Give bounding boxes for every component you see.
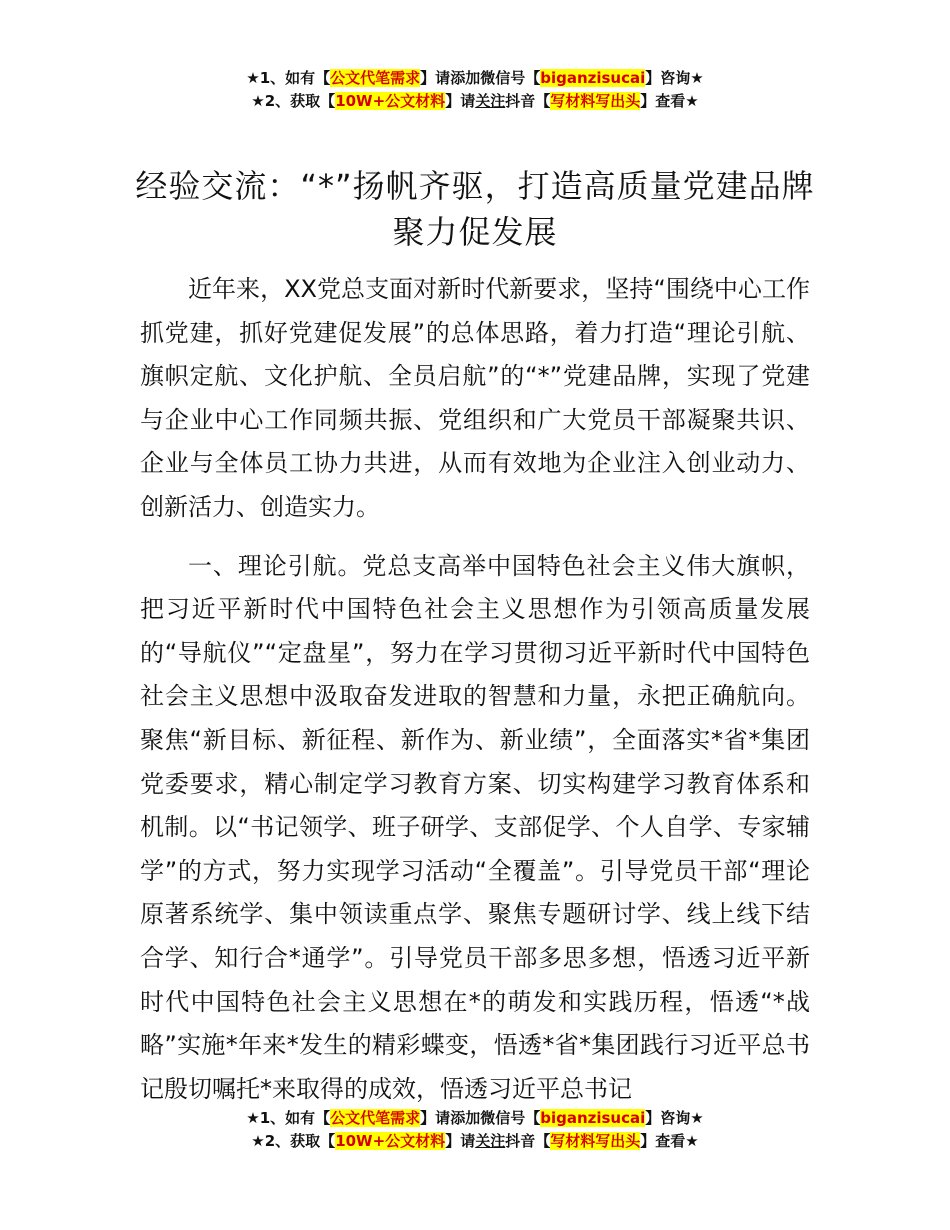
header-line1-suffix: 】咨询★ — [645, 69, 704, 87]
footer-line1-suffix: 】咨询★ — [645, 1109, 704, 1127]
footer-line1-prefix: ★1、如有【 — [246, 1109, 331, 1127]
footer-line2-highlight-douyin-account: 写材料写出头 — [550, 1132, 641, 1150]
footer-line1-middle-2: 微信号【 — [480, 1109, 541, 1127]
footer-line2-middle-2: 抖音【 — [505, 1132, 551, 1150]
footer-promo-line-2 — [0, 1130, 950, 1153]
header-promo-line-2 — [0, 90, 950, 113]
header-line2-middle: 】请 — [445, 92, 476, 110]
header-line1-middle-2: 微信号【 — [480, 69, 541, 87]
header-line1-middle: 】请 — [420, 69, 451, 87]
header-line2-suffix: 】查看★ — [640, 92, 699, 110]
footer-line1-middle: 】请 — [420, 1109, 451, 1127]
footer-line1-emphasis: 添加 — [450, 1109, 481, 1127]
header-promo-line-1 — [0, 67, 950, 90]
footer-line1-highlight-wechat-id: biganzisucai — [540, 1109, 646, 1127]
footer-line2-emphasis: 关注 — [475, 1132, 506, 1150]
footer-line2-highlight-materials: 10W+公文材料 — [335, 1132, 446, 1150]
header-line1-highlight-service: 公文代笔需求 — [330, 69, 421, 87]
body-paragraph-intro: 近年来，XX党总支面对新时代新要求，坚持“围绕中心工作抓党建，抓好党建促发展”的总体思路，着力打造“理论引航、旗帜定航、文化护航、全员启航”的“*”党建品牌，实现了党建与企业中心工作同频共振、党组织和广大党员干部凝聚共识、企业与全体员工协力共进，从而有效地为企业注入创业动力、创新活力、创造实力。 — [140, 275, 810, 521]
header-line2-highlight-douyin-account: 写材料写出头 — [550, 92, 641, 110]
body-paragraph-theory-navigation: 一、理论引航。党总支高举中国特色社会主义伟大旗帜，把习近平新时代中国特色社会主义思想作为引领高质量发展的“导航仪”“定盘星”，努力在学习贯彻习近平新时代中国特色社会主义思想中汲取奋发进取的智慧和力量，永把正确航向。聚焦“新目标、新征程、新作为、新业绩”，全面落实*省*集团党委要求，精心制定学习教育方案、切实构建学习教育体系和机制。以“书记领学、班子研学、支部促学、个人自学、专家辅学”的方式，努力实现学习活动“全覆盖”。引导党员干部“理论原著系统学、集中领读重点学、聚焦专题研讨学、线上线下结合学、知行合*通学”。引导党员干部多思多想，悟透习近平新时代中国特色社会主义思想在*的萌发和实践历程，悟透“*战略”实施*年来*发生的精彩蝶变，悟透*省*集团践行习近平总书记殷切嘱托*来取得的成效，悟透习近平总书记 — [140, 551, 810, 1103]
header-line2-emphasis: 关注 — [475, 92, 506, 110]
footer-promo-line-1 — [0, 1107, 950, 1130]
header-promo — [0, 67, 950, 113]
footer-promo — [0, 1107, 950, 1153]
footer-line2-suffix: 】查看★ — [640, 1132, 699, 1150]
document-title: 经验交流：“*”扬帆齐驱，打造高质量党建品牌聚力促发展 — [135, 167, 815, 251]
footer-line2-middle: 】请 — [445, 1132, 476, 1150]
header-line1-highlight-wechat-id: biganzisucai — [540, 69, 646, 87]
header-line2-middle-2: 抖音【 — [505, 92, 551, 110]
header-line2-prefix: ★2、获取【 — [251, 92, 336, 110]
document-body — [140, 268, 810, 1111]
header-line1-prefix: ★1、如有【 — [246, 69, 331, 87]
header-line2-highlight-materials: 10W+公文材料 — [335, 92, 446, 110]
header-line1-emphasis: 添加 — [450, 69, 481, 87]
footer-line2-prefix: ★2、获取【 — [251, 1132, 336, 1150]
footer-line1-highlight-service: 公文代笔需求 — [330, 1109, 421, 1127]
